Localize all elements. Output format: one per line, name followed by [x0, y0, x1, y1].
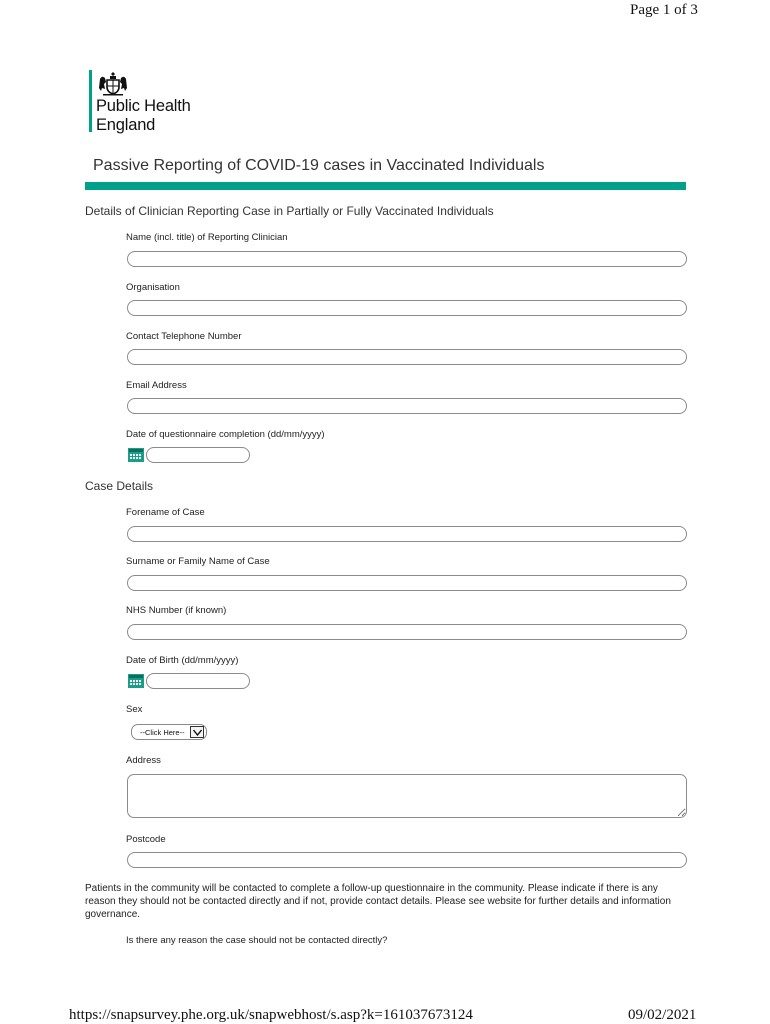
contact-question: Is there any reason the case should not be contacted directly? [126, 935, 388, 946]
organisation-label: Organisation [126, 282, 180, 293]
title-rule [85, 182, 686, 190]
postcode-input[interactable] [127, 852, 687, 868]
completion-date-label: Date of questionnaire completion (dd/mm/yyyy) [126, 429, 325, 440]
dob-picker [128, 673, 250, 690]
case-section-heading: Case Details [85, 479, 154, 493]
royal-crest-icon [97, 70, 129, 96]
email-label: Email Address [126, 380, 187, 391]
nhs-number-input[interactable] [127, 624, 687, 640]
page-number: Page 1 of 3 [630, 2, 698, 18]
forename-input[interactable] [127, 526, 687, 542]
organisation-input[interactable] [127, 300, 687, 316]
phone-label: Contact Telephone Number [126, 331, 242, 342]
calendar-icon[interactable] [128, 674, 144, 688]
completion-date-input[interactable] [146, 447, 250, 463]
footer-date: 09/02/2021 [628, 1007, 697, 1023]
nhs-number-label: NHS Number (if known) [126, 605, 227, 616]
logo-accent-bar [89, 70, 92, 132]
clinician-name-input[interactable] [127, 251, 687, 267]
dob-label: Date of Birth (dd/mm/yyyy) [126, 655, 239, 666]
phe-logo [89, 70, 209, 134]
footer-url: https://snapsurvey.phe.org.uk/snapwebhost/s.asp?k=161037673124 [69, 1007, 473, 1023]
phone-input[interactable] [127, 349, 687, 365]
clinician-section-heading: Details of Clinician Reporting Case in Partially or Fully Vaccinated Individuals [85, 204, 494, 218]
address-label: Address [126, 755, 161, 766]
email-input[interactable] [127, 398, 687, 414]
dob-input[interactable] [146, 673, 250, 689]
address-textarea[interactable] [127, 774, 687, 818]
surname-label: Surname or Family Name of Case [126, 556, 270, 567]
contact-notice: Patients in the community will be contacted to complete a follow-up questionnaire in the community. Please indicate if there is any reason they should not be contacted directly and if not, provide contact details. Please see website for further details and information governance. [85, 883, 671, 920]
sex-label: Sex [126, 704, 143, 715]
form-title: Passive Reporting of COVID-19 cases in Vaccinated Individuals [93, 157, 545, 174]
chevron-down-icon[interactable] [190, 726, 204, 738]
surname-input[interactable] [127, 575, 687, 591]
logo-text-line2: England [96, 116, 156, 134]
logo-text-line1: Public Health [96, 97, 191, 115]
postcode-label: Postcode [126, 834, 166, 845]
sex-selected-value: --Click Here-- [140, 728, 185, 737]
sex-select[interactable] [131, 724, 207, 740]
forename-label: Forename of Case [126, 507, 205, 518]
completion-date-picker [128, 447, 250, 464]
clinician-name-label: Name (incl. title) of Reporting Clinician [126, 232, 288, 243]
calendar-icon[interactable] [128, 448, 144, 462]
